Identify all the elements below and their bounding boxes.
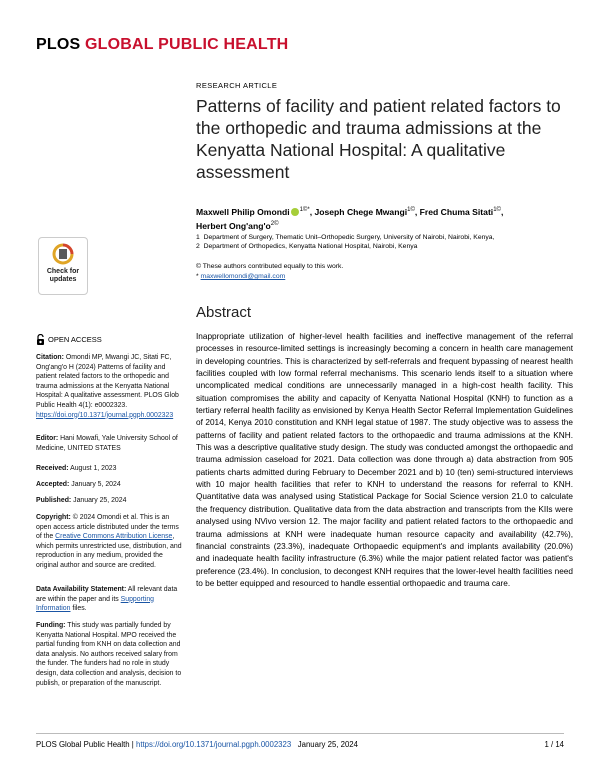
open-access-text: OPEN ACCESS xyxy=(48,335,102,344)
funding-block xyxy=(36,621,186,688)
corresponding-email-row: * maxwellomondi@gmail.com xyxy=(196,273,286,280)
citation-label: Citation: xyxy=(36,354,64,361)
published-block xyxy=(36,496,186,506)
copyright-label: Copyright: xyxy=(36,514,71,521)
affiliation xyxy=(196,242,572,252)
copyright-text: © 2024 Omondi et al. This is an open access article distributed under the terms of the xyxy=(36,514,179,541)
data-availability-text-2: files. xyxy=(72,605,87,613)
journal-prefix: PLOS xyxy=(36,36,81,53)
accepted-date: January 5, 2024 xyxy=(71,481,121,488)
equal-contribution-note: © These authors contributed equally to this work. xyxy=(196,263,344,270)
funding-text: This study was partially funded by Kenyatta National Hospital. MPO received the partial funding from KNH on data collection and data analysis. No authors received salary from the funder. The funders had no role in study design, data collection and analysis, decision to publish, or preparation of the manuscript. xyxy=(36,622,182,687)
article-title: Patterns of facility and patient related factors to the orthopedic and trauma admissions at the Kenyatta National Hospital: A qualitative assessment xyxy=(196,96,561,182)
author-notes xyxy=(196,262,343,282)
journal-header xyxy=(36,36,288,54)
footer-separator: | xyxy=(131,740,134,749)
author-list: Maxwell Philip Omondi $^{1©*}$, Joseph Chege Mwangi$^{1©}$, Fred Chuma Sitati$^{1©}$, Herbert $Ong'ang'o^{2©}$ xyxy=(196,206,504,231)
copyright-text-2: , which permits unrestricted use, distribution, and reproduction in any medium, provided the original author and source are credited. xyxy=(36,533,182,569)
author-sup: 1©* xyxy=(299,207,310,213)
affiliation-text: Department of Surgery, Thematic Unit–Orthopedic Surgery, University of Nairobi, Nairobi, Kenya, xyxy=(203,234,495,241)
check-updates-icon xyxy=(50,242,76,266)
editor-label: Editor: xyxy=(36,435,59,442)
open-access-lock-icon xyxy=(36,334,45,345)
accepted-block xyxy=(36,480,186,490)
check-updates-line1: Check for xyxy=(46,268,80,275)
editor-block xyxy=(36,434,186,453)
affiliation-number: 1 xyxy=(196,234,200,241)
author-sup: 1© xyxy=(407,207,415,213)
check-updates-line2: updates xyxy=(49,276,77,283)
supporting-information-link[interactable]: Supporting Information xyxy=(36,595,155,613)
author-sup: 1© xyxy=(493,207,501,213)
corresponding-email[interactable]: maxwellomondi@gmail.com xyxy=(200,273,286,280)
footer-date: January 25, 2024 xyxy=(297,740,358,749)
abstract-text: Inappropriate utilization of higher-level health facilities and ineffective management of the referral processes in resource-limited settings is increasingly becoming a concern in health care management in developing countries. This is characterized by self-referrals and frequent bypassing of nearest health facilities coupled with low formal referral mechanisms. This scenario lends itself to a situation where uncomplicated medical conditions are unnecessarily managed in a high-cost health facility. This situation compromises the ability and capacity of Kenyatta National Hospital (KNH) to function as a tertiary referral health facility as envisioned by Kenya Health Sector Referral Implementation Guidelines of 2014, Kenya 2010 constitution and KNH legal statue of 1987. The study objective was to assess the patterns of facility and patient related factors to the orthopaedic and trauma admissions at the KNH. This was a descriptive qualitative study design. The study was conducted amongst the orthopaedic and trauma admission caseload for 2021. Data collection was done through a) data abstraction from 905 patients charts admitted during February to December 2021 and b) 10 (ten) semi-structured interviews with 10 major health facilities that refer to KNH to understand the reasons for referral to KNH. Quantitative data was analysed using Statistical Package for Social Science version 21.0 to calculate the frequency distribution. Qualitative data from the data abstraction and transcripts from the KIIs were analysed using NVivo version 12. The major facility and patient related factors to the orthopaedic and trauma admissions at KNH were inadequate human resource capacity and availability (42.7%), financial constraints (23.3%), inadequate Orthopaedic equipment's and implants availability (20.0%) and inadequate health facility infrastructure (6.3%) while the major patient related factor was patient's preference (23.4%). In conclusion, to decongest KNH requires that the lower-level health facilities need to be better equipped and resourced to handle essential orthopaedic and trauma care. xyxy=(196,332,573,588)
article-type: RESEARCH ARTICLE xyxy=(196,81,278,90)
citation-doi-link[interactable]: https://doi.org/10.1371/journal.pgph.0002323 xyxy=(36,411,174,419)
data-availability-label: Data Availability Statement: xyxy=(36,586,127,593)
received-date: August 1, 2023 xyxy=(70,465,117,472)
citation-block xyxy=(36,353,186,420)
author-name: Fred Chuma Sitati xyxy=(419,206,494,217)
funding-label: Funding: xyxy=(36,622,66,629)
affiliation-text: Department of Orthopedics, Kenyatta National Hospital, Nairobi, Kenya xyxy=(203,243,418,250)
data-availability-text: All relevant data are within the paper and its xyxy=(36,586,178,603)
footer-doi-link[interactable]: https://doi.org/10.1371/journal.pgph.0002323 xyxy=(136,740,292,749)
license-link[interactable]: Creative Commons Attribution License xyxy=(55,533,173,541)
published-label: Published: xyxy=(36,497,72,504)
affiliation-number: 2 xyxy=(196,243,200,250)
abstract-heading: Abstract xyxy=(196,304,252,321)
author-name: Herbert Ong'ang'o xyxy=(196,220,271,231)
page-footer xyxy=(36,733,564,749)
copyright-block xyxy=(36,513,186,571)
orcid-icon[interactable] xyxy=(291,208,299,216)
editor-text: Hani Mowafi, Yale University School of Medicine, UNITED STATES xyxy=(36,435,178,452)
check-for-updates-badge[interactable] xyxy=(38,237,88,295)
received-label: Received: xyxy=(36,465,69,472)
journal-name: GLOBAL PUBLIC HEALTH xyxy=(85,36,289,53)
author-name: Maxwell Philip Omondi xyxy=(196,206,290,217)
received-block xyxy=(36,464,186,474)
published-date: January 25, 2024 xyxy=(73,497,127,504)
citation-text: Omondi MP, Mwangi JC, Sitati FC, Ong'ang'o H (2024) Patterns of facility and patient related factors to the orthopedic and trauma admissions at the Kenyatta National Hospital: A qualitative assessment. PLOS Glob Public Health 4(1): e0002323. xyxy=(36,354,179,409)
data-availability-block xyxy=(36,585,186,614)
open-access-label xyxy=(36,334,102,345)
accepted-label: Accepted: xyxy=(36,481,70,488)
author-sup: 2© xyxy=(270,220,279,227)
footer-journal: PLOS Global Public Health xyxy=(36,740,130,749)
author-name: Joseph Chege Mwangi xyxy=(314,206,408,217)
page-number: 1 / 14 xyxy=(544,740,564,749)
